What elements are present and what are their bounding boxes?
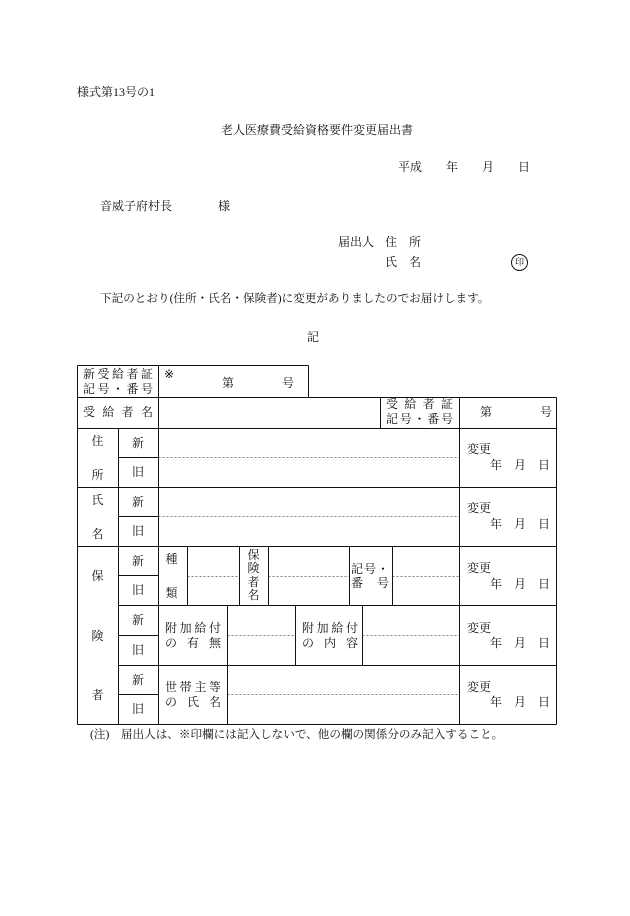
address-group-label bbox=[77, 435, 118, 481]
label-glyph: 者 bbox=[91, 688, 104, 702]
extra-benefit-old-label: 旧 bbox=[131, 643, 144, 657]
label-glyph: 給 bbox=[331, 621, 344, 635]
submission-date: 平成 年 月 日 bbox=[398, 160, 531, 174]
householder-name-label-line1 bbox=[165, 681, 221, 693]
name-old-label: 旧 bbox=[131, 524, 144, 538]
address-change-label: 変更 bbox=[467, 442, 492, 456]
insurer-symbol-label-line2 bbox=[351, 577, 389, 589]
new-certificate-number-template: 第 号 bbox=[222, 376, 295, 390]
householder-name-label-line2 bbox=[165, 696, 221, 708]
label-glyph: ・ bbox=[376, 562, 389, 576]
label-glyph: 内 bbox=[323, 636, 336, 650]
form-title: 老人医療費受給資格要件変更届出書 bbox=[220, 123, 413, 137]
label-glyph: 受 bbox=[83, 405, 96, 419]
label-glyph: 番 bbox=[126, 382, 139, 396]
label-glyph: 受 bbox=[386, 397, 399, 411]
householder-change-label: 変更 bbox=[467, 680, 492, 694]
label-glyph: 保 bbox=[247, 548, 260, 562]
label-glyph: 記 bbox=[351, 562, 364, 576]
householder-old-label: 旧 bbox=[131, 702, 144, 716]
label-glyph: 加 bbox=[179, 621, 192, 635]
label-glyph: 氏 bbox=[186, 695, 199, 709]
extra-benefit-content-label-line2 bbox=[302, 637, 358, 649]
label-glyph: 給 bbox=[102, 405, 115, 419]
label-glyph: 附 bbox=[165, 621, 178, 635]
insurer-group-label bbox=[77, 570, 118, 701]
name-new-label: 新 bbox=[131, 494, 144, 509]
label-glyph: 給 bbox=[111, 367, 124, 381]
label-glyph: 号 bbox=[440, 412, 453, 426]
table-dashed-lines bbox=[159, 458, 460, 695]
label-glyph: 有 bbox=[186, 636, 199, 650]
label-glyph: 記 bbox=[83, 382, 96, 396]
insurer-new-label: 新 bbox=[131, 553, 144, 568]
label-glyph: 番 bbox=[351, 576, 364, 590]
label-glyph: 号 bbox=[399, 412, 412, 426]
label-glyph: 番 bbox=[427, 412, 440, 426]
intro-text: 下記のとおり(住所・氏名・保険者)に変更がありましたのでお届けします。 bbox=[100, 292, 490, 305]
label-glyph: 号 bbox=[363, 562, 376, 576]
new-certificate-label-line2 bbox=[83, 383, 153, 395]
label-glyph: 種 bbox=[165, 552, 178, 566]
label-glyph: 加 bbox=[316, 621, 329, 635]
label-glyph: 者 bbox=[247, 574, 260, 589]
footnote: (注) 届出人は、※印欄には記入しないで、他の欄の関係分のみ記入すること。 bbox=[90, 728, 504, 741]
new-certificate-label-line1 bbox=[83, 368, 153, 380]
office-use-mark: ※ bbox=[164, 367, 175, 381]
label-glyph: 帯 bbox=[179, 680, 192, 694]
form-number: 様式第13号の1 bbox=[77, 85, 156, 99]
label-glyph: の bbox=[302, 636, 315, 650]
certificate-label-line1 bbox=[386, 398, 453, 410]
label-glyph: 類 bbox=[165, 586, 178, 600]
label-glyph: 付 bbox=[345, 621, 358, 635]
label-glyph: 号 bbox=[140, 382, 153, 396]
certificate-number-template: 第 号 bbox=[480, 405, 553, 419]
label-glyph: 等 bbox=[208, 680, 221, 694]
label-glyph: 世 bbox=[165, 680, 178, 694]
label-glyph: 保 bbox=[91, 569, 104, 583]
ki-heading: 記 bbox=[307, 330, 320, 344]
label-glyph: 名 bbox=[91, 527, 104, 541]
extra-benefit-new-label: 新 bbox=[131, 613, 144, 627]
addressee-honorific: 様 bbox=[218, 199, 231, 213]
label-glyph: ・ bbox=[413, 412, 426, 426]
label-glyph: 主 bbox=[194, 680, 207, 694]
applicant-address-label: 住 所 bbox=[385, 235, 422, 249]
label-glyph: 給 bbox=[194, 621, 207, 635]
name-change-label: 変更 bbox=[467, 501, 492, 515]
label-glyph: 無 bbox=[208, 636, 221, 650]
label-glyph: 者 bbox=[121, 405, 134, 419]
applicant-label: 届出人 bbox=[338, 235, 375, 249]
label-glyph: 名 bbox=[140, 405, 153, 419]
address-old-label: 旧 bbox=[131, 465, 144, 479]
insurer-symbol-label-line1 bbox=[351, 563, 389, 575]
address-change-date: 年 月 日 bbox=[490, 458, 551, 472]
label-glyph: 住 bbox=[91, 434, 104, 448]
insurer-old-label: 旧 bbox=[131, 583, 144, 597]
label-glyph: 容 bbox=[345, 636, 358, 650]
insurer-change-date: 年 月 日 bbox=[490, 577, 551, 591]
extra-benefit-content-label-line1 bbox=[302, 622, 358, 634]
extra-benefit-exists-label-line1 bbox=[165, 622, 221, 634]
label-glyph: 記 bbox=[386, 412, 399, 426]
label-glyph: 給 bbox=[404, 397, 417, 411]
insurer-name-label bbox=[239, 549, 268, 601]
label-glyph: の bbox=[165, 695, 178, 709]
label-glyph: 附 bbox=[302, 621, 315, 635]
insurer-change-label: 変更 bbox=[467, 561, 492, 575]
applicant-name-label: 氏 名 bbox=[385, 255, 422, 269]
label-glyph: 所 bbox=[91, 468, 104, 482]
label-glyph: 者 bbox=[126, 367, 139, 381]
label-glyph: 号 bbox=[376, 576, 389, 590]
label-glyph: 険 bbox=[247, 561, 260, 576]
certificate-label-line2 bbox=[386, 413, 453, 425]
label-glyph: 氏 bbox=[91, 493, 104, 507]
label-glyph: 者 bbox=[422, 397, 435, 411]
label-glyph: 名 bbox=[208, 695, 221, 709]
name-change-date: 年 月 日 bbox=[490, 517, 551, 531]
label-glyph: 険 bbox=[91, 628, 104, 643]
insurer-kind-label bbox=[158, 553, 185, 599]
address-new-label: 新 bbox=[131, 435, 144, 450]
householder-change-date: 年 月 日 bbox=[490, 695, 551, 709]
addressee-name: 音威子府村長 bbox=[100, 199, 173, 213]
label-glyph: 名 bbox=[247, 587, 260, 602]
label-glyph: 証 bbox=[440, 397, 453, 411]
label-glyph: 受 bbox=[97, 367, 110, 381]
label-glyph: ・ bbox=[111, 382, 124, 396]
recipient-name-label bbox=[83, 406, 153, 418]
extra-benefit-exists-label-line2 bbox=[165, 637, 221, 649]
extra-benefit-change-date: 年 月 日 bbox=[490, 636, 551, 650]
seal-mark-icon bbox=[511, 254, 528, 271]
label-glyph: 証 bbox=[140, 367, 153, 381]
label-glyph: 付 bbox=[208, 621, 221, 635]
extra-benefit-change-label: 変更 bbox=[467, 621, 492, 635]
label-glyph: 号 bbox=[97, 382, 110, 396]
name-group-label bbox=[77, 494, 118, 540]
householder-new-label: 新 bbox=[131, 672, 144, 687]
label-glyph: 新 bbox=[83, 367, 96, 381]
label-glyph: の bbox=[165, 636, 178, 650]
seal-mark-text: 印 bbox=[514, 257, 524, 267]
